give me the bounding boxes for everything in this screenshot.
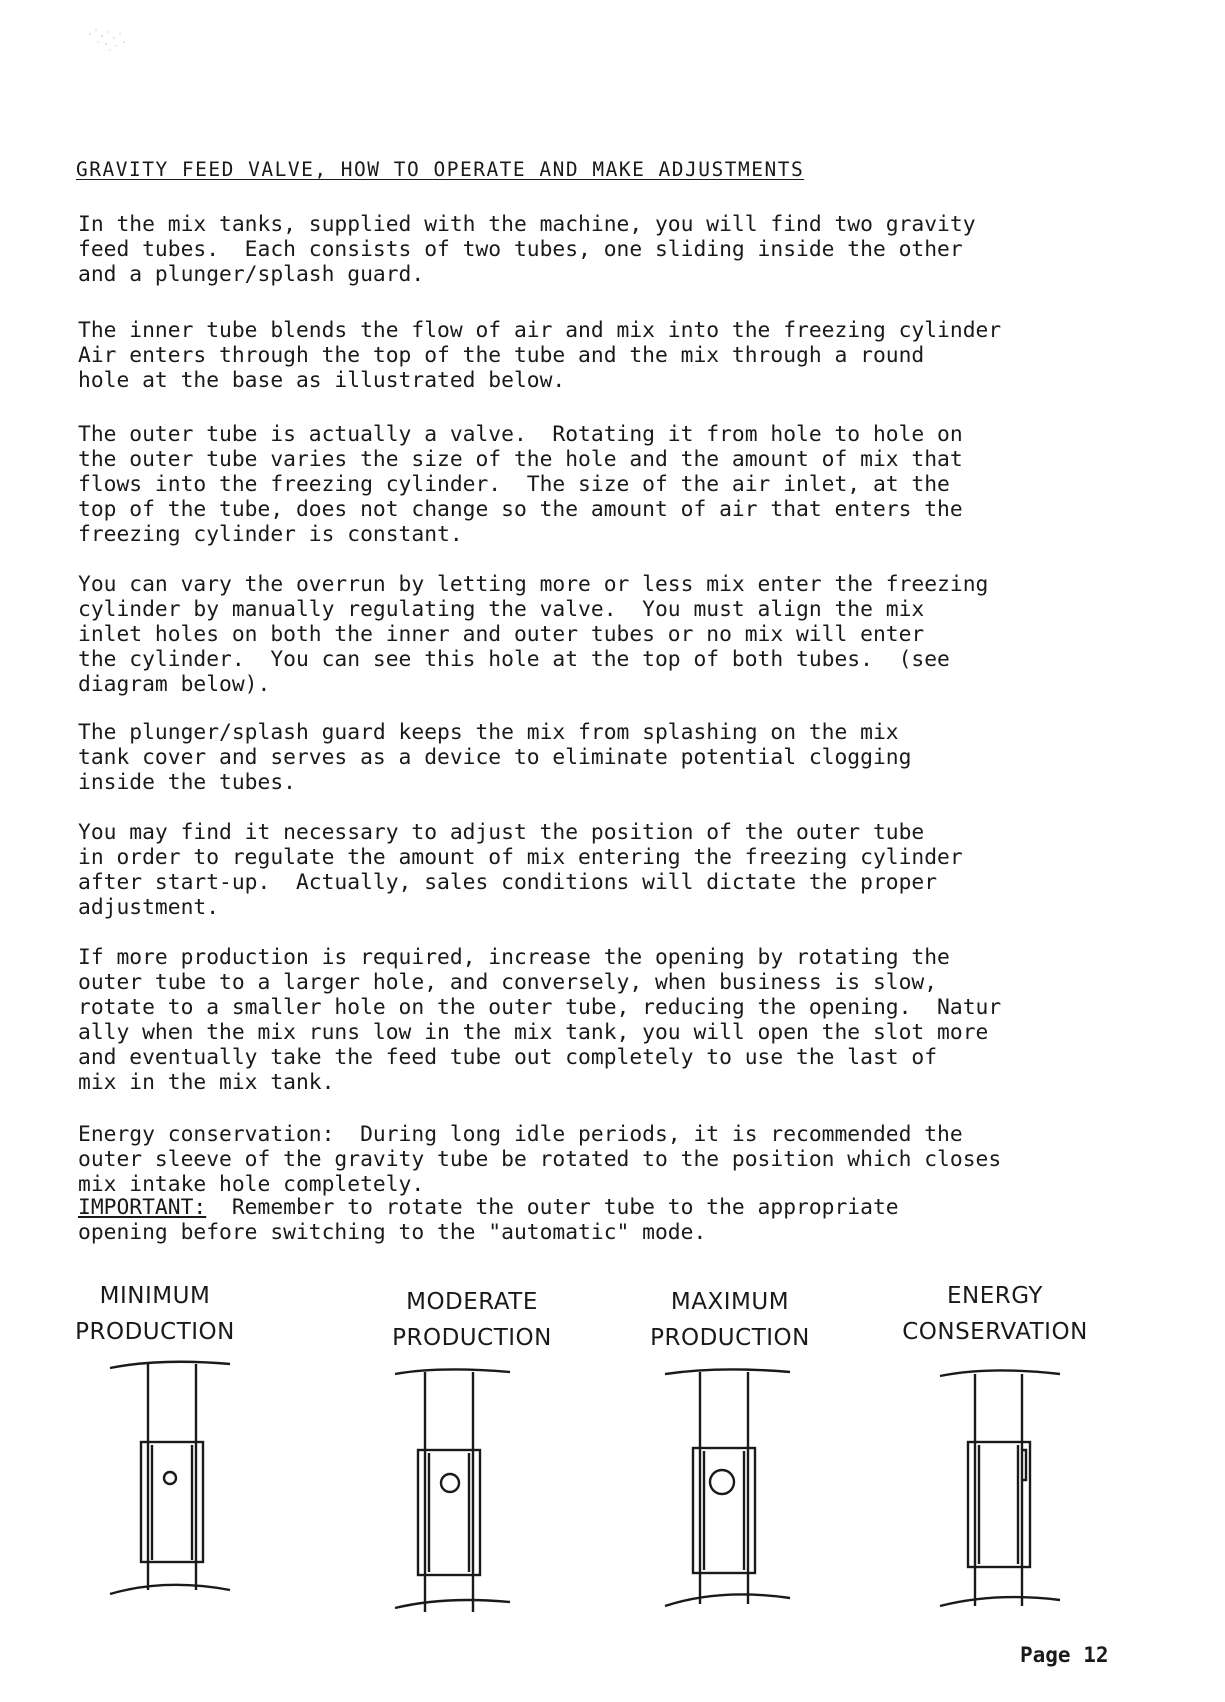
paragraph-feed-tubes: In the mix tanks, supplied with the machine, you will find two gravity feed tubes. Each consists of two tubes, one sliding inside the other and a plunger/splash guard. [78, 212, 976, 287]
paragraph-splash-guard: The plunger/splash guard keeps the mix from splashing on the mix tank cover and serves as a device to eliminate potential clogging inside the tubes. [78, 720, 912, 795]
tube-diagram-minimum [110, 1362, 230, 1594]
diagram-label-moderate: MODERATE PRODUCTION [392, 1289, 552, 1351]
diagram-label-energy: ENERGY CONSERVATION [902, 1283, 1088, 1345]
paragraph-outer-tube: The outer tube is actually a valve. Rotating it from hole to hole on the outer tube varies the size of the hole and the amount of mix that flows into the freezing cylinder. The size of the air inlet, at the top of the tube, does not change so the amount of air that enters the freezing cylinder is constant. [78, 422, 963, 547]
paragraph-adjust-position: You may find it necessary to adjust the position of the outer tube in order to regulate the amount of mix entering the freezing cylinder after start-up. Actually, sales conditions will dictate the proper adjustment. [78, 820, 963, 920]
tube-diagram-maximum [665, 1369, 790, 1606]
paragraph-overrun: You can vary the overrun by letting more or less mix enter the freezing cylinder by manually regulating the valve. You must align the mix inlet holes on both the inner and outer tubes or no mix will enter the cylinder. You can see this hole at the top of both tubes. (see diagram below). [78, 572, 989, 697]
diagram-label-maximum: MAXIMUM PRODUCTION [650, 1289, 810, 1351]
page-number: Page 12 [1020, 1643, 1109, 1667]
important-label: IMPORTANT: [78, 1195, 207, 1220]
mix-hole-small [164, 1472, 176, 1484]
paragraph-production: If more production is required, increase the opening by rotating the outer tube to a larger hole, and conversely, when business is slow, rotate to a smaller hole on the outer tube, reducing the opening. Natur ally when the mix runs low in the mix tank, you will open the slot more and eventually take the feed tube out completely to use the last of mix in the mix tank. [78, 945, 1002, 1095]
paragraph-inner-tube: The inner tube blends the flow of air and mix into the freezing cylinder Air enters through the top of the tube and the mix through a round hole at the base as illustrated below. [78, 318, 1002, 393]
gravity-tube-diagrams [0, 1350, 1225, 1640]
mix-hole-medium [441, 1474, 459, 1492]
diagram-label-minimum: MINIMUM PRODUCTION [75, 1283, 235, 1345]
important-note [78, 1195, 1188, 1245]
paragraph-energy-conservation: Energy conservation: During long idle periods, it is recommended the outer sleeve of the gravity tube be rotated to the position which closes mix intake hole completely. [78, 1122, 1002, 1197]
scan-noise-speck [80, 22, 140, 62]
section-heading: GRAVITY FEED VALVE, HOW TO OPERATE AND MAKE ADJUSTMENTS [76, 158, 805, 181]
tube-diagram-moderate [395, 1369, 510, 1612]
mix-hole-large [710, 1470, 734, 1494]
important-text: Remember to rotate the outer tube to the appropriate opening before switching to the "automatic" mode. [78, 1195, 899, 1245]
tube-diagram-energy [940, 1370, 1060, 1606]
